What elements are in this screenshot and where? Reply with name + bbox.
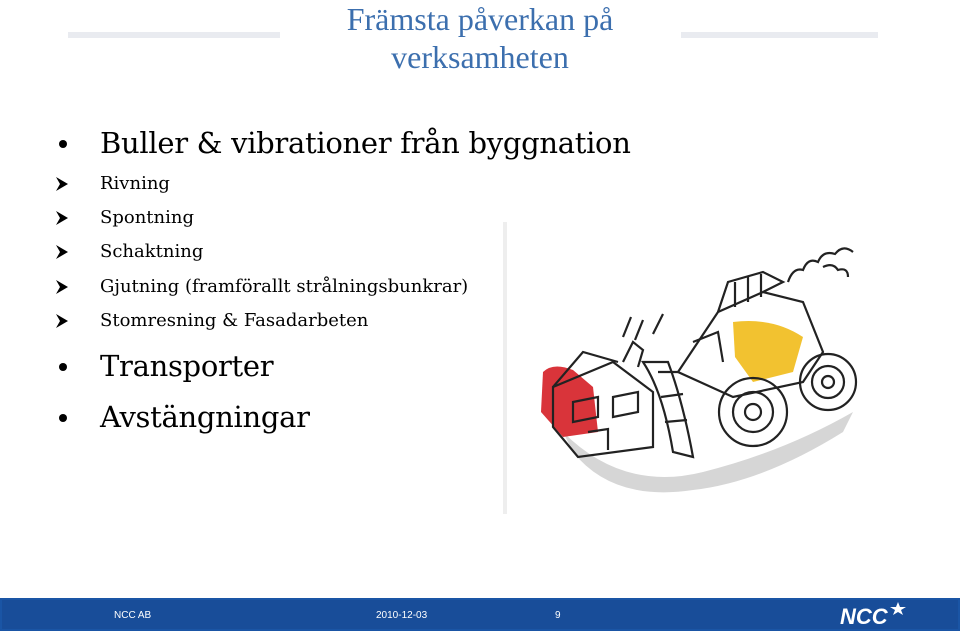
footer-company: NCC AB: [114, 610, 152, 621]
bullet-text: Spontning: [100, 207, 194, 228]
bullet-text: Stomresning & Fasadarbeten: [100, 310, 369, 331]
bullet-item: [0, 126, 900, 162]
arrow-bullet-icon: [56, 314, 68, 328]
arrow-bullet-icon: [56, 211, 68, 225]
ncc-logo-text: NCC: [840, 604, 888, 629]
bullet-text: Gjutning (framförallt strålningsbunkrar): [100, 276, 469, 297]
bullet-text: Avstängningar: [100, 400, 310, 434]
ncc-logo-icon: [838, 600, 908, 629]
footer-date: 2010-12-03: [376, 610, 428, 621]
bullet-text: Transporter: [100, 349, 274, 383]
slide-title: [230, 0, 730, 76]
arrow-bullet-icon: [56, 177, 68, 191]
bulldozer-house-illustration: [503, 222, 881, 514]
bullet-dot-icon: [59, 140, 67, 148]
bullet-text: Schaktning: [100, 241, 204, 262]
bullet-dot-icon: [59, 363, 67, 371]
bullet-text: Buller & vibrationer från byggnation: [100, 126, 631, 160]
sub-bullet-item: [0, 173, 900, 197]
footer-page-number: 9: [555, 610, 561, 621]
slide-title-line1: Främsta påverkan på: [346, 1, 614, 37]
bullet-text: Rivning: [100, 173, 170, 194]
arrow-bullet-icon: [56, 245, 68, 259]
slide-title-line2: verksamheten: [391, 39, 569, 75]
arrow-bullet-icon: [56, 280, 68, 294]
bullet-dot-icon: [59, 414, 67, 422]
